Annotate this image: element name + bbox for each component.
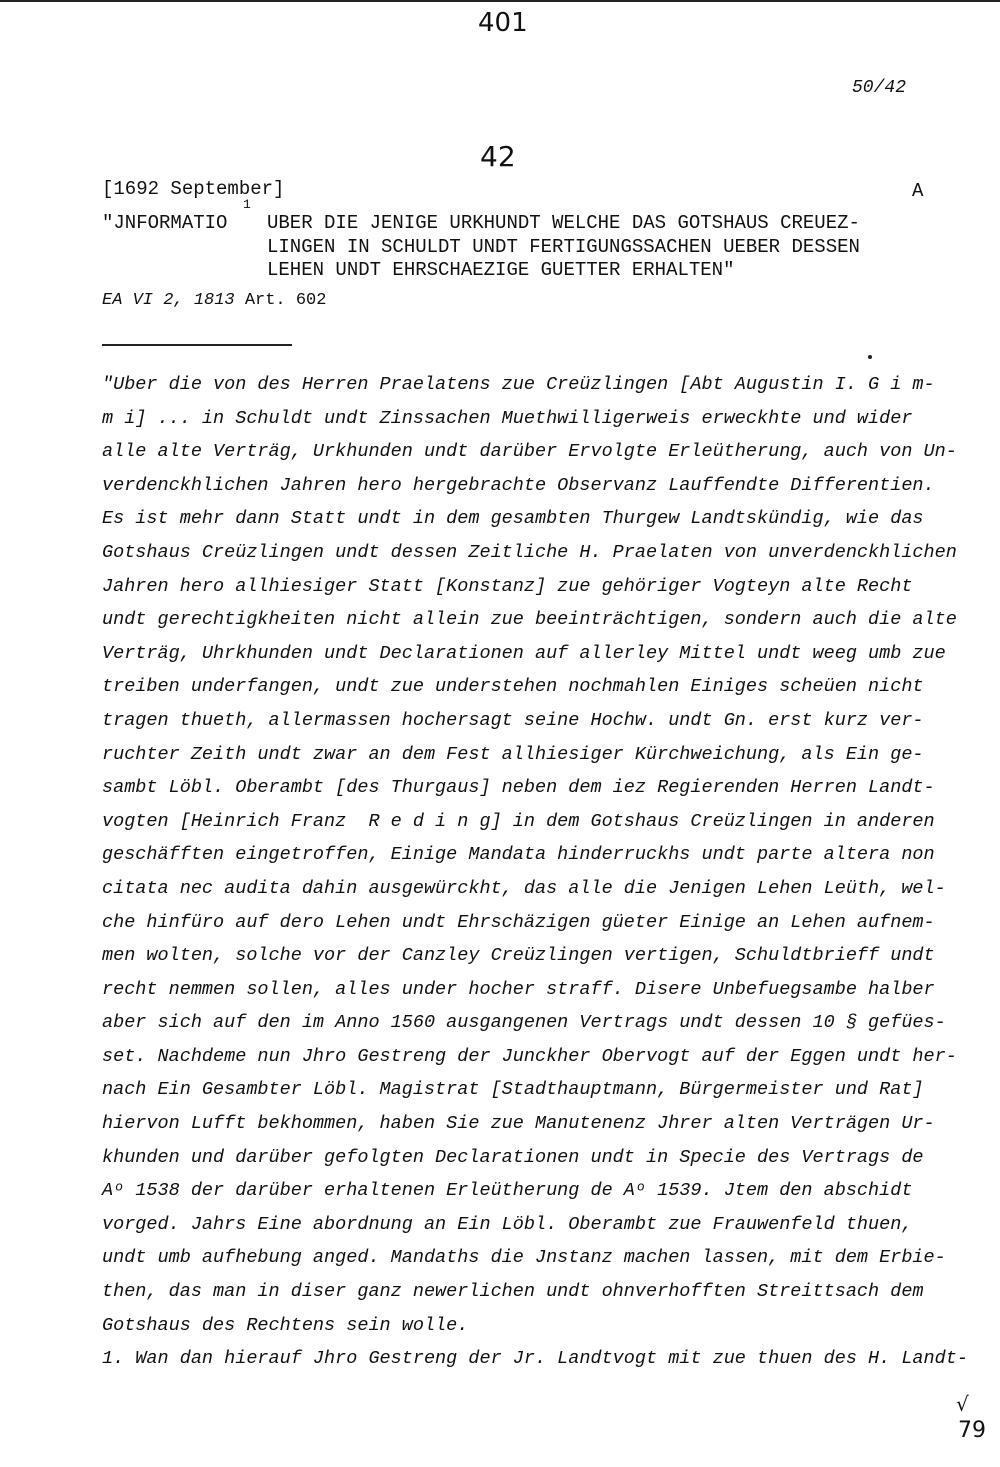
- archive-reference: 50/42: [852, 78, 907, 98]
- body-line: geschäfften eingetroffen, Einige Mandata hinderruckhs undt parte altera non: [102, 844, 935, 866]
- body-line: vorged. Jahrs Eine abordnung an Ein Löbl. Oberambt zue Frauwenfeld thuen,: [102, 1213, 913, 1235]
- source-reference: [102, 291, 326, 310]
- body-line: m i] ... in Schuldt undt Zinssachen Muethwilligerweis erweckhte und wider: [102, 407, 913, 429]
- body-line: Gotshaus des Rechtens sein wolle.: [102, 1314, 469, 1336]
- separator-rule: [102, 344, 292, 346]
- body-line: set. Nachdeme nun Jhro Gestreng der Junckher Obervogt auf der Eggen undt her-: [102, 1045, 957, 1067]
- body-line: undt umb aufhebung anged. Mandaths die Jnstanz machen lassen, mit dem Erbie-: [102, 1247, 946, 1269]
- body-line: ruchter Zeith undt zwar an dem Fest allhiesiger Kürchweichung, als Ein ge-: [102, 743, 924, 765]
- section-letter: A: [912, 180, 924, 202]
- body-line: nach Ein Gesambter Löbl. Magistrat [Stadthauptmann, Bürgermeister und Rat]: [102, 1079, 924, 1101]
- check-mark: √: [956, 1392, 969, 1416]
- body-line: vogten [Heinrich Franz R e d i n g] in dem Gotshaus Creüzlingen in anderen: [102, 810, 935, 832]
- transcription-body: [102, 368, 968, 1376]
- body-line: undt gerechtigkheiten nicht allein zue beeinträchtigen, sondern auch die alte: [102, 609, 957, 631]
- body-line: hiervon Lufft bekhommen, haben Sie zue Manutenenz Jhrer alten Verträgen Ur-: [102, 1113, 935, 1135]
- body-line: recht nemmen sollen, alles under hocher straff. Disere Unbefuegsambe halber: [102, 978, 935, 1000]
- body-line: verdenckhlichen Jahren hero hergebrachte Observanz Lauffendte Differentien.: [102, 474, 935, 496]
- body-line: Jahren hero allhiesiger Statt [Konstanz] zue gehöriger Vogteyn alte Recht: [102, 575, 913, 597]
- body-line: Verträg, Uhrkhunden undt Declarationen auf allerley Mittel undt weeg umb zue: [102, 642, 946, 664]
- body-line: citata nec audita dahin ausgewürckht, das alle die Jenigen Lehen Leüth, wel-: [102, 877, 946, 899]
- body-line: che hinfüro auf dero Lehen undt Ehrschäzigen güeter Einige an Lehen aufnem-: [102, 911, 935, 933]
- body-line: Aᵒ 1538 der darüber erhaltenen Erleütherung de Aᵒ 1539. Jtem den abschidt: [102, 1180, 913, 1202]
- top-border-line: [0, 0, 1000, 2]
- body-line: "Uber die von des Herren Praelatens zue Creüzlingen [Abt Augustin I. G i m-: [102, 374, 935, 395]
- body-line: Es ist mehr dann Statt undt in dem gesambten Thurgew Landtskündig, wie das: [102, 508, 924, 530]
- ink-dot: [868, 355, 872, 359]
- document-date: [1692 September]: [102, 178, 285, 200]
- body-line: men wolten, solche vor der Canzley Creüzlingen vertigen, Schuldtbrieff undt: [102, 945, 935, 967]
- title-line: LINGEN IN SCHULDT UNDT FERTIGUNGSSACHEN UEBER DESSEN: [267, 236, 860, 258]
- title-line: LEHEN UNDT EHRSCHAEZIGE GUETTER ERHALTEN": [267, 259, 735, 281]
- body-line: khunden und darüber gefolgten Declarationen undt in Specie des Vertrags de: [102, 1146, 924, 1168]
- handwritten-folio-number: 79: [958, 1418, 986, 1443]
- title-footnote-marker: 1: [243, 197, 251, 212]
- source-reference-edition: EA VI 2, 1813: [102, 291, 235, 310]
- body-line: 1. Wan dan hierauf Jhro Gestreng der Jr. Landtvogt mit zue thuen des H. Landt-: [102, 1348, 968, 1370]
- body-line: tragen thueth, allermassen hochersagt seine Hochw. undt Gn. erst kurz ver-: [102, 709, 924, 731]
- body-line: Gotshaus Creüzlingen undt dessen Zeitliche H. Praelaten von unverdenckhlichen: [102, 541, 957, 563]
- handwritten-page-number: 401: [478, 8, 528, 38]
- body-line: alle alte Verträg, Urkhunden undt darüber Ervolgte Erleütherung, auch von Un-: [102, 441, 957, 463]
- document-number: 42: [480, 140, 516, 173]
- body-line: then, das man in diser ganz newerlichen undt ohnverhofften Streittsach dem: [102, 1281, 924, 1303]
- source-reference-article: Art. 602: [234, 291, 327, 310]
- body-line: sambt Löbl. Oberambt [des Thurgaus] neben dem iez Regierenden Herren Landt-: [102, 777, 935, 799]
- body-line: treiben underfangen, undt zue understehen nochmahlen Einiges scheüen nicht: [102, 676, 924, 698]
- body-line: aber sich auf den im Anno 1560 ausgangenen Vertrags undt dessen 10 § gefües-: [102, 1012, 946, 1034]
- title-opening: "JNFORMATIO: [102, 212, 228, 234]
- title-line: UBER DIE JENIGE URKHUNDT WELCHE DAS GOTSHAUS CREUEZ-: [267, 212, 860, 234]
